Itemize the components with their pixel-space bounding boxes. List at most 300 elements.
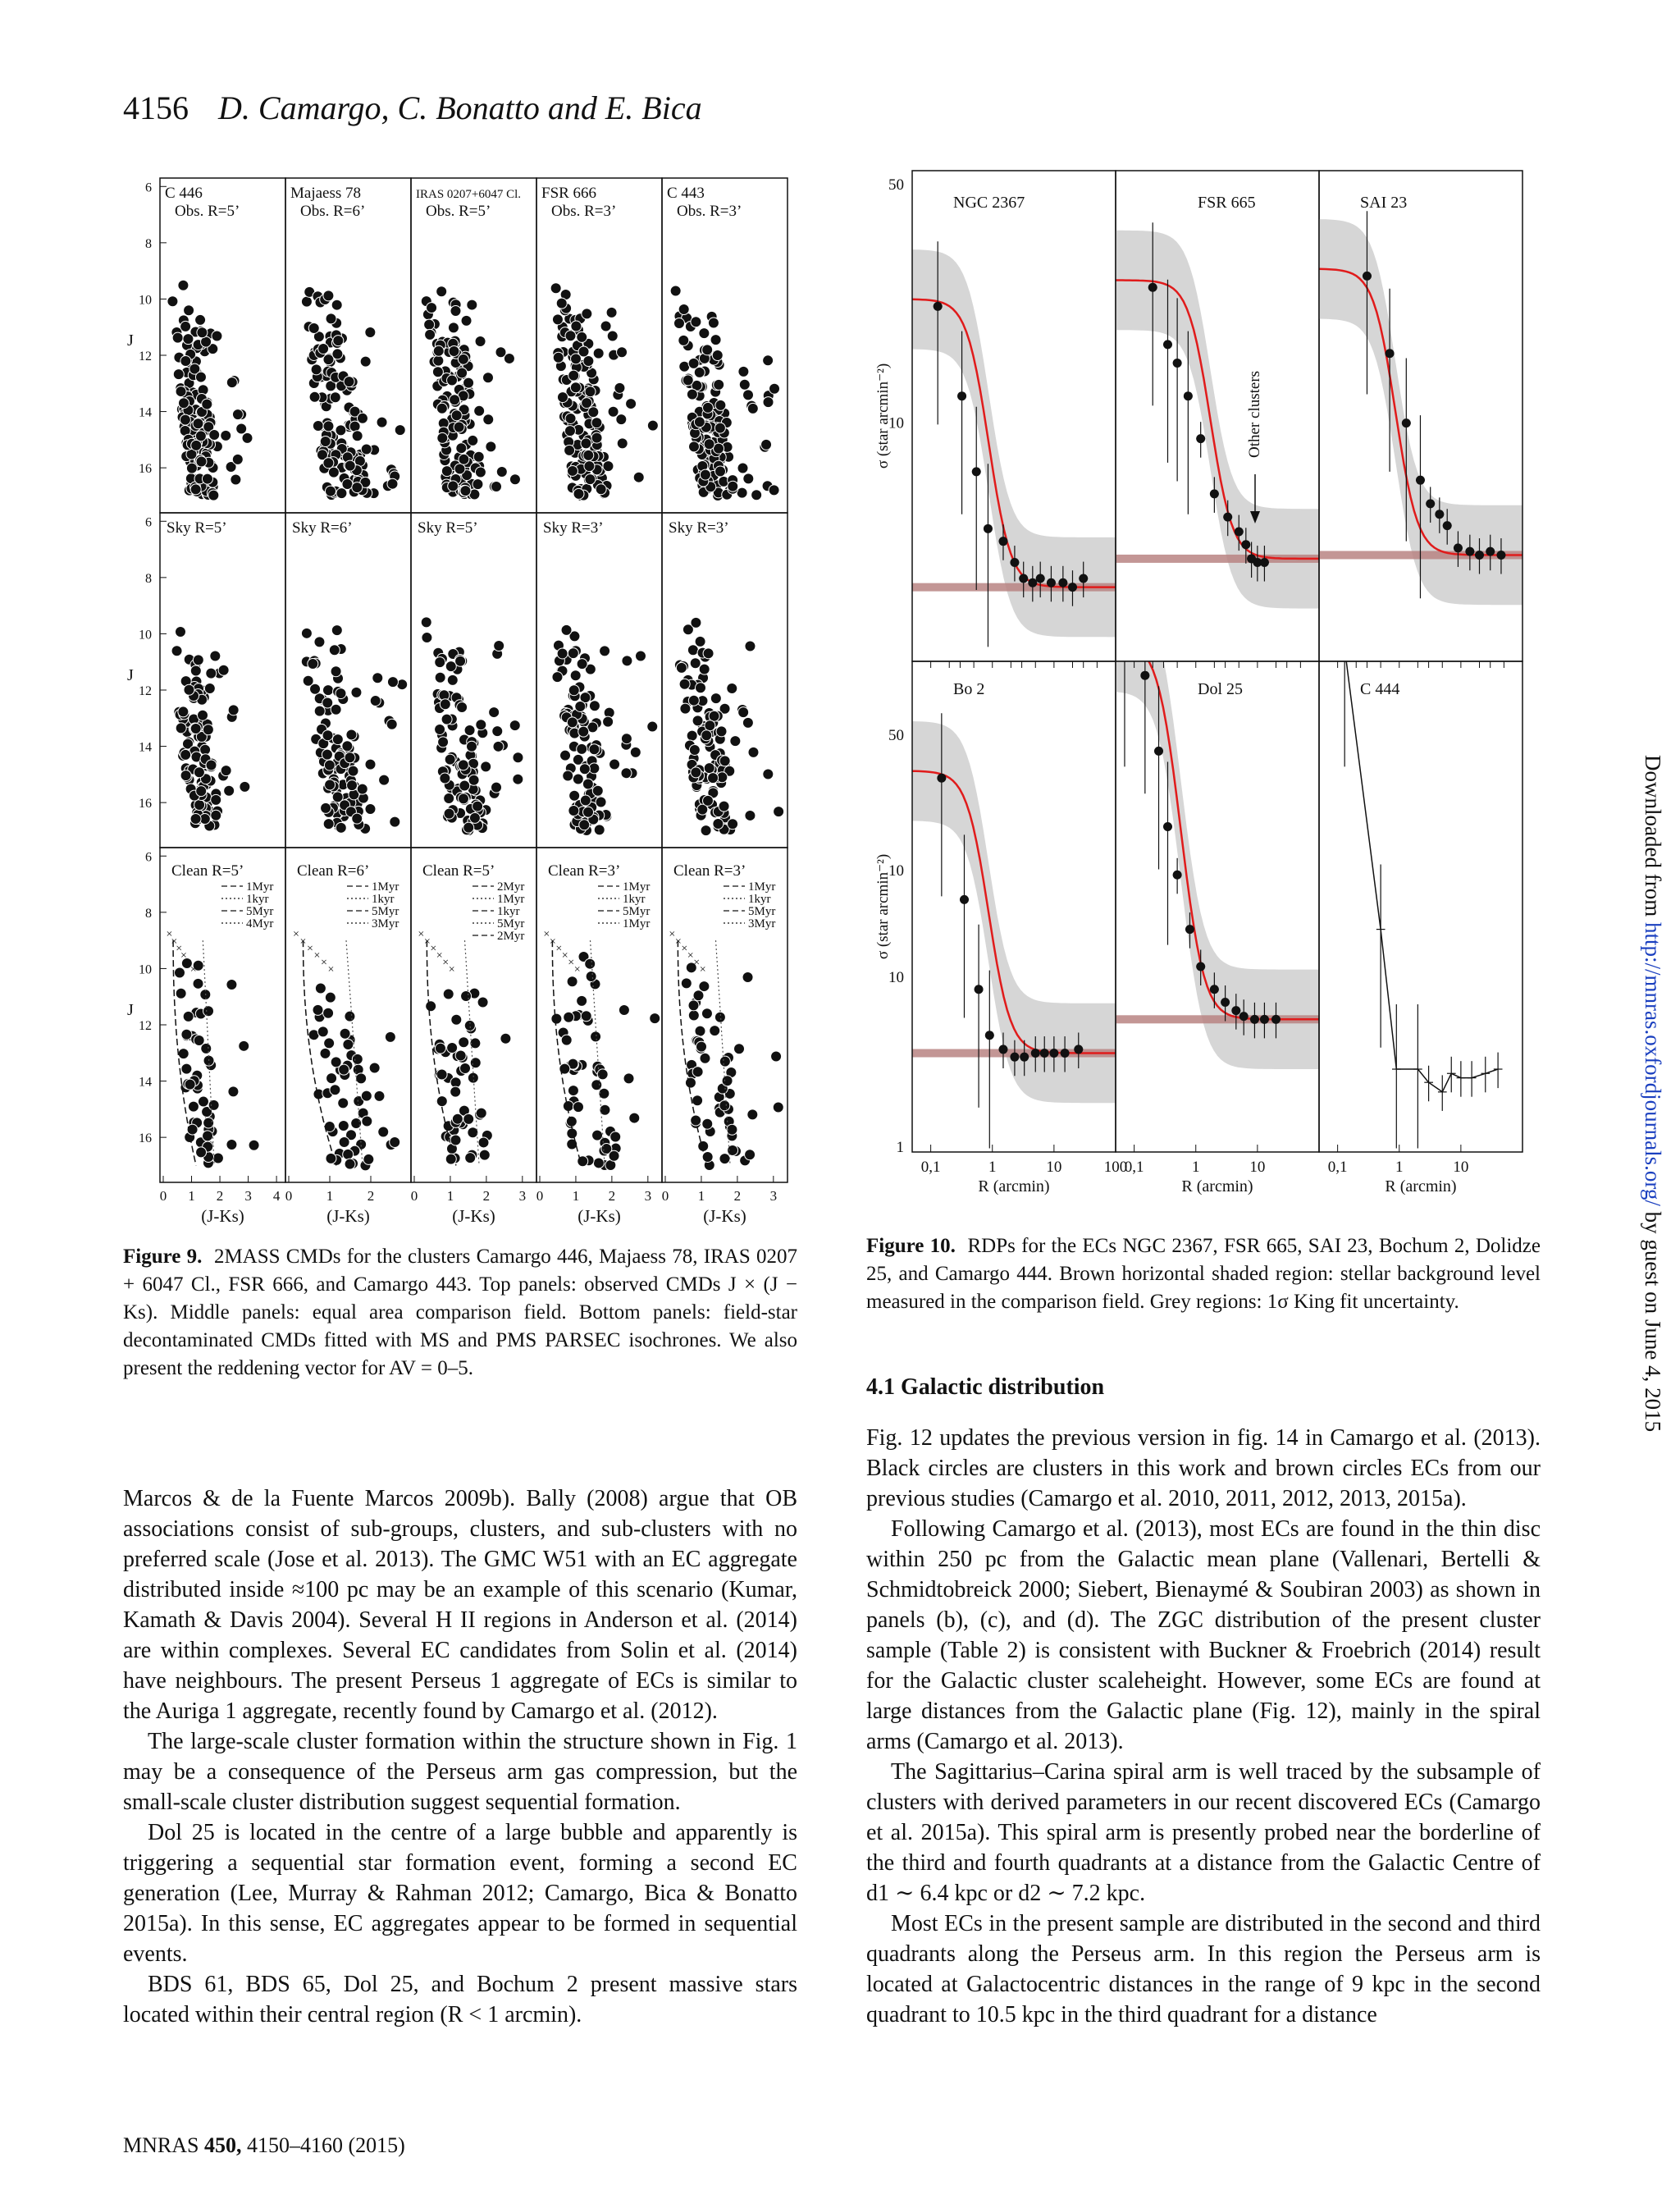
cmd-star-point xyxy=(361,444,372,455)
legend-label: 3Myr xyxy=(748,917,776,930)
cmd-star-point xyxy=(737,463,748,473)
right-column xyxy=(866,1423,1541,2030)
cmd-star-point xyxy=(701,825,711,836)
cmd-star-point xyxy=(481,761,491,772)
panel-radius-label: Obs. R=3’ xyxy=(677,203,742,220)
cmd-star-point xyxy=(336,488,347,499)
cmd-star-point xyxy=(483,414,494,425)
cmd-star-point xyxy=(228,705,239,715)
y-tick-label: 14 xyxy=(139,405,152,420)
reddening-vector-mark: × xyxy=(166,928,173,941)
cmd-star-point xyxy=(308,658,318,669)
x-tick-label: 1 xyxy=(697,1188,705,1204)
cmd-star-point xyxy=(203,1131,213,1141)
cmd-star-point xyxy=(730,736,741,747)
rdp-data-point xyxy=(1465,547,1474,556)
cmd-star-point xyxy=(346,729,357,740)
cmd-star-point xyxy=(738,707,749,718)
rdp-data-point xyxy=(1079,574,1088,583)
cmd-star-point xyxy=(451,410,462,421)
y-axis-label: σ (star arcmin⁻²) xyxy=(874,853,892,960)
rdp-panel xyxy=(1319,583,1522,1195)
cmd-panel xyxy=(662,513,788,848)
x-tick-label: 1 xyxy=(188,1188,195,1204)
cmd-star-point xyxy=(224,785,235,796)
cmd-star-point xyxy=(463,822,474,833)
cmd-star-point xyxy=(421,617,431,628)
cmd-star-point xyxy=(704,763,714,774)
cmd-star-point xyxy=(369,1063,380,1073)
rdp-data-point xyxy=(1010,558,1019,567)
cmd-star-point xyxy=(457,702,468,713)
cmd-panel xyxy=(127,848,285,1226)
section-title: 4.1 Galactic distribution xyxy=(866,1374,1105,1400)
cmd-star-point xyxy=(670,286,681,296)
cmd-star-point xyxy=(167,296,178,307)
cmd-star-point xyxy=(745,1150,756,1160)
cmd-star-point xyxy=(448,481,459,491)
cmd-star-point xyxy=(748,747,759,757)
cmd-star-point xyxy=(600,646,610,656)
cmd-star-point xyxy=(570,382,581,393)
cmd-star-point xyxy=(232,409,243,420)
cmd-star-point xyxy=(577,331,587,342)
cmd-star-point xyxy=(567,717,578,728)
cmd-star-point xyxy=(311,364,322,375)
reddening-vector-mark: × xyxy=(293,928,299,941)
reddening-vector-mark: × xyxy=(442,957,450,969)
cmd-star-point xyxy=(714,1012,725,1022)
cmd-star-point xyxy=(356,1073,367,1084)
cmd-star-point xyxy=(719,1056,730,1067)
cmd-star-point xyxy=(577,995,587,1006)
cmd-star-point xyxy=(202,399,212,409)
cmd-star-point xyxy=(710,335,721,345)
cmd-star-point xyxy=(715,466,726,477)
reddening-vector-mark: × xyxy=(674,935,682,949)
cmd-star-point xyxy=(212,331,222,341)
panel-cluster-label: C 446 xyxy=(165,185,203,202)
rdp-data-point xyxy=(985,1031,994,1040)
cmd-star-point xyxy=(763,355,774,366)
figure-10-rdp-grid xyxy=(866,164,1539,1214)
cmd-star-point xyxy=(513,774,523,784)
cmd-star-point xyxy=(436,1096,447,1107)
cmd-star-point xyxy=(445,754,455,765)
cmd-star-point xyxy=(387,677,398,688)
cmd-panel xyxy=(536,848,662,1226)
cmd-star-point xyxy=(323,421,334,432)
cmd-star-point xyxy=(198,710,208,720)
panel-sky-label: Sky R=3’ xyxy=(543,519,604,537)
x-axis-label: R (arcmin) xyxy=(1385,1177,1457,1195)
cmd-star-point xyxy=(596,484,606,495)
cmd-star-point xyxy=(193,655,203,665)
rdp-data-point xyxy=(1363,272,1372,281)
cmd-star-point xyxy=(551,1013,562,1024)
cmd-star-point xyxy=(695,636,705,647)
cmd-star-point xyxy=(314,637,325,647)
cmd-star-point xyxy=(616,414,627,425)
cmd-star-point xyxy=(568,806,579,816)
cmd-star-point xyxy=(194,799,205,810)
panel-frame xyxy=(160,178,285,513)
reddening-vector-mark: × xyxy=(299,935,307,949)
cmd-star-point xyxy=(454,422,464,432)
panel-clean-label: Clean R=3’ xyxy=(673,862,746,880)
cmd-star-point xyxy=(650,1013,660,1024)
cmd-star-point xyxy=(712,350,723,361)
panel-frame xyxy=(1319,661,1522,1152)
cmd-star-point xyxy=(390,1136,400,1147)
cmd-star-point xyxy=(689,744,700,755)
y-tick-label: 10 xyxy=(888,969,904,986)
reddening-vector-mark: × xyxy=(423,935,431,949)
x-tick-label: 2 xyxy=(608,1188,616,1204)
cmd-star-point xyxy=(188,1101,199,1112)
rdp-data-point xyxy=(957,391,966,400)
cmd-star-point xyxy=(700,1053,710,1063)
cmd-star-point xyxy=(713,819,724,830)
reddening-vector-mark: × xyxy=(180,949,187,962)
cmd-star-point xyxy=(228,1086,239,1097)
cmd-star-point xyxy=(609,759,620,770)
cmd-star-point xyxy=(351,687,362,697)
cmd-star-point xyxy=(468,1072,478,1083)
cmd-star-point xyxy=(473,451,484,462)
cmd-star-point xyxy=(178,398,189,409)
x-tick-label: 3 xyxy=(769,1188,778,1204)
rdp-data-point xyxy=(1031,1049,1040,1058)
cmd-star-point xyxy=(345,752,355,763)
reddening-vector-mark: × xyxy=(573,963,581,976)
cmd-star-point xyxy=(593,1158,604,1168)
cmd-star-point xyxy=(552,672,563,683)
y-tick-label: 16 xyxy=(139,462,152,477)
cmd-star-point xyxy=(578,726,589,737)
rdp-data-point xyxy=(1250,1015,1259,1024)
cmd-star-point xyxy=(441,466,452,477)
cmd-star-point xyxy=(333,336,344,346)
cmd-star-point xyxy=(573,1102,583,1113)
cmd-star-point xyxy=(691,767,701,778)
cmd-star-point xyxy=(610,1131,621,1142)
cmd-star-point xyxy=(703,648,714,659)
cmd-star-point xyxy=(313,420,323,431)
cmd-star-point xyxy=(491,481,502,491)
cmd-star-point xyxy=(320,436,331,446)
cmd-star-point xyxy=(443,989,454,999)
y-tick-label: 14 xyxy=(139,1075,152,1090)
cmd-star-point xyxy=(687,389,697,400)
cmd-star-point xyxy=(436,286,447,297)
cmd-star-point xyxy=(719,1154,730,1164)
panel-radius-label: Obs. R=6’ xyxy=(300,203,366,220)
cmd-star-point xyxy=(351,1118,362,1129)
cmd-star-point xyxy=(459,454,469,464)
x-tick-label: 0,1 xyxy=(1124,1159,1144,1176)
x-tick-label: 0 xyxy=(159,1188,167,1204)
panel-plot-area xyxy=(912,241,1116,647)
panel-sky-label: Sky R=5’ xyxy=(418,519,478,537)
cmd-star-point xyxy=(474,405,485,416)
cmd-star-point xyxy=(249,1140,259,1150)
cmd-star-point xyxy=(477,997,488,1008)
cmd-star-point xyxy=(433,345,444,356)
legend-label: 1Myr xyxy=(372,880,399,894)
cmd-star-point xyxy=(461,991,472,1002)
cmd-star-point xyxy=(338,1120,349,1131)
legend-label: 5Myr xyxy=(748,905,776,918)
download-notice xyxy=(1640,755,1665,1432)
cmd-star-point xyxy=(314,706,325,716)
cmd-star-point xyxy=(455,1050,466,1061)
cmd-star-point xyxy=(347,780,358,791)
x-axis-label: (J-Ks) xyxy=(452,1206,495,1226)
x-axis-label: (J-Ks) xyxy=(703,1206,746,1226)
cmd-star-point xyxy=(774,807,784,817)
cmd-star-point xyxy=(196,786,207,797)
cmd-star-point xyxy=(362,1116,372,1127)
y-axis-label: σ (star arcmin⁻²) xyxy=(874,363,892,469)
cmd-star-point xyxy=(475,467,486,478)
cmd-star-point xyxy=(322,697,333,708)
cmd-star-point xyxy=(239,1040,249,1051)
rdp-data-point xyxy=(1239,1012,1249,1021)
footer-pages: 4150–4160 (2015) xyxy=(246,2133,405,2157)
cmd-star-point xyxy=(178,280,189,290)
cmd-star-point xyxy=(322,730,333,741)
cmd-star-point xyxy=(427,303,437,313)
cmd-star-point xyxy=(464,1020,475,1031)
y-axis-label: J xyxy=(127,1001,134,1019)
x-tick-label: 2 xyxy=(216,1188,224,1204)
right-paragraph-2: Following Camargo et al. (2013), most ECs are found in the thin disc within 250 pc from the Galactic mean plane (Vallenari, Bertelli & Schmidtobreick 2000; Siebert, Bienaymé & Soubiran 2003) as shown in panels (b), (c), and (d). The ZGC distribution of the present cluster sample (Table 2) is consistent with Buckner & Froebrich (2014) result for the Galactic cluster scaleheight. However, some ECs are found at large distances from the Galactic plane (Fig. 12), mainly in the spiral arms (Camargo et al. 2013). xyxy=(866,1516,1541,1754)
rdp-data-point xyxy=(1040,1049,1049,1058)
cmd-star-point xyxy=(727,683,737,694)
left-paragraph-1: Marcos & de la Fuente Marcos 2009b). Bally (2008) argue that OB associations consist of sub-groups, clusters, and sub-clusters with no preferred scale (Jose et al. 2013). The GMC W51 with an EC aggregate distributed inside ≈100 pc may be an example of this scenario (Kumar, Kamath & Davis 2004). Several H II regions in Anderson et al. (2014) are within complexes. Several EC candidates from Solin et al. (2014) have neighbours. The present Perseus 1 aggregate of ECs is similar to the Auriga 1 aggregate, recently found by Camargo et al. (2012). xyxy=(123,1486,797,1724)
cmd-star-point xyxy=(459,1037,469,1048)
cmd-star-point xyxy=(751,490,762,501)
cmd-star-point xyxy=(208,490,219,501)
cmd-star-point xyxy=(313,1004,323,1015)
rdp-data-point xyxy=(1416,476,1425,485)
x-axis-label: R (arcmin) xyxy=(978,1177,1050,1195)
cmd-star-point xyxy=(557,648,568,659)
rdp-data-point xyxy=(1210,985,1219,994)
cmd-star-point xyxy=(378,1127,389,1137)
cmd-star-point xyxy=(695,683,705,693)
cmd-star-point xyxy=(444,808,454,819)
cmd-star-point xyxy=(742,717,753,728)
panel-radius-label: Obs. R=3’ xyxy=(551,203,617,220)
x-tick-label: 0,1 xyxy=(920,1159,941,1176)
rdp-data-point xyxy=(1049,1049,1058,1058)
cmd-star-point xyxy=(336,688,346,699)
cmd-star-point xyxy=(196,456,207,467)
cmd-star-point xyxy=(563,770,573,781)
cmd-star-point xyxy=(573,774,583,784)
cmd-star-point xyxy=(710,1026,720,1036)
download-suffix: by guest on June 4, 2015 xyxy=(1641,1205,1665,1433)
cmd-star-point xyxy=(592,785,603,796)
cmd-star-point xyxy=(361,1090,372,1101)
cmd-star-point xyxy=(221,430,231,441)
cmd-star-point xyxy=(444,793,454,803)
rdp-data-point xyxy=(998,1045,1007,1054)
rdp-data-point xyxy=(1185,925,1194,934)
cmd-star-point xyxy=(702,402,713,413)
rdp-data-point xyxy=(1426,499,1435,508)
cmd-star-point xyxy=(592,1130,603,1141)
cmd-star-point xyxy=(582,398,592,409)
cmd-star-point xyxy=(332,349,343,359)
panel-sky-label: Sky R=5’ xyxy=(167,519,227,537)
cmd-star-point xyxy=(692,1067,703,1077)
rdp-data-point xyxy=(1241,540,1250,549)
y-tick-label: 6 xyxy=(145,850,152,865)
cmd-star-point xyxy=(719,1100,730,1111)
cmd-star-point xyxy=(435,672,445,683)
cmd-panel xyxy=(662,848,788,1226)
cmd-star-point xyxy=(342,741,353,752)
cmd-panel xyxy=(285,178,411,513)
cmd-star-point xyxy=(365,327,376,338)
panel-radius-label: Obs. R=5’ xyxy=(426,203,491,220)
cmd-star-point xyxy=(372,673,383,683)
y-tick-label: 16 xyxy=(139,1131,152,1146)
cmd-star-point xyxy=(447,375,458,386)
cmd-star-point xyxy=(575,701,586,711)
cmd-star-point xyxy=(325,992,336,1003)
rdp-data-point xyxy=(1260,1015,1269,1024)
rdp-data-point xyxy=(1443,521,1452,530)
cmd-star-point xyxy=(240,781,250,792)
cmd-star-point xyxy=(633,472,644,482)
cmd-star-point xyxy=(699,664,710,674)
cmd-star-point xyxy=(607,331,618,341)
panel-sky-label: Sky R=3’ xyxy=(669,519,729,537)
cmd-star-point xyxy=(463,1113,474,1124)
panel-clean-label: Clean R=5’ xyxy=(171,862,244,880)
cmd-star-point xyxy=(591,1080,602,1090)
cmd-star-point xyxy=(705,720,715,731)
cmd-star-point xyxy=(702,345,713,355)
cmd-star-point xyxy=(176,988,186,999)
figure-9-label: Figure 9. xyxy=(123,1246,203,1268)
cmd-star-point xyxy=(582,309,592,319)
cmd-star-point xyxy=(763,397,774,408)
footer-volume: 450, xyxy=(203,2133,242,2157)
cmd-star-point xyxy=(339,1064,349,1075)
cmd-star-point xyxy=(566,1116,577,1127)
cmd-panel xyxy=(127,178,285,513)
cmd-star-point xyxy=(696,1041,706,1052)
cmd-star-point xyxy=(583,356,594,367)
cmd-star-point xyxy=(326,1073,337,1084)
cmd-star-point xyxy=(647,420,658,431)
cmd-star-point xyxy=(680,703,691,714)
cmd-star-point xyxy=(470,1058,481,1068)
panel-frame xyxy=(160,513,285,848)
cmd-star-point xyxy=(185,1079,195,1090)
cmd-star-point xyxy=(682,375,693,386)
cmd-star-point xyxy=(180,414,190,425)
cmd-star-point xyxy=(242,432,253,443)
cmd-star-point xyxy=(567,976,578,987)
figure-10-label: Figure 10. xyxy=(866,1235,956,1257)
left-column xyxy=(123,1483,797,2030)
cmd-star-point xyxy=(195,314,206,325)
cmd-star-point xyxy=(687,730,697,741)
cmd-star-point xyxy=(340,1028,350,1039)
cmd-star-point xyxy=(463,377,474,388)
cmd-star-point xyxy=(619,1005,629,1016)
rdp-data-point xyxy=(1047,578,1056,587)
cmd-star-point xyxy=(585,386,596,397)
legend-label: 1kyr xyxy=(623,893,646,906)
cmd-star-point xyxy=(301,296,312,307)
footer-journal: MNRAS xyxy=(123,2133,199,2157)
cmd-star-point xyxy=(322,685,333,696)
cmd-star-point xyxy=(577,743,587,754)
rdp-data-point xyxy=(975,985,984,994)
cmd-star-point xyxy=(175,627,185,638)
right-paragraph-4: Most ECs in the present sample are distributed in the second and third quadrants along the Perseus arm. In this region the Perseus arm is located at Galactocentric distances in the range of 9 kpc in the second quadrant to 10.5 kpc in the third quadrant for a distance xyxy=(866,1911,1541,2027)
page-number: 4156 xyxy=(123,89,189,126)
y-tick-label: 10 xyxy=(139,962,152,977)
cmd-star-point xyxy=(561,1035,572,1045)
rdp-data-point xyxy=(1235,528,1244,537)
y-tick-label: 6 xyxy=(145,181,152,195)
left-paragraph-3: Dol 25 is located in the centre of a large bubble and apparently is triggering a sequential star formation event, forming a second EC generation (Lee, Murray & Rahman 2012; Camargo, Bica & Bonatto 2015a). In this sense, EC aggregates appear to be formed in sequential events. xyxy=(123,1820,797,1967)
cmd-star-point xyxy=(449,345,459,356)
cmd-star-point xyxy=(494,641,504,651)
rdp-data-point xyxy=(1154,747,1163,756)
panel-sky-label: Sky R=6’ xyxy=(292,519,353,537)
cmd-star-point xyxy=(454,464,465,474)
rdp-data-point xyxy=(1019,574,1028,583)
cmd-panel xyxy=(285,848,411,1226)
legend-label: 2Myr xyxy=(497,930,525,943)
cmd-star-point xyxy=(586,971,596,982)
panel-plot-area xyxy=(1116,583,1319,1069)
reddening-vector-mark: × xyxy=(189,963,197,976)
download-link[interactable]: http://mnras.oxfordjournals.org/ xyxy=(1641,921,1665,1206)
reddening-vector-mark: × xyxy=(561,949,568,962)
cmd-panel xyxy=(411,513,536,848)
reddening-vector-mark: × xyxy=(543,928,550,941)
cmd-star-point xyxy=(594,825,605,835)
reddening-vector-mark: × xyxy=(448,963,455,976)
cmd-star-point xyxy=(433,355,444,366)
cmd-star-point xyxy=(190,484,201,495)
cmd-star-point xyxy=(226,377,237,388)
rdp-data-point xyxy=(1210,489,1219,498)
cmd-star-point xyxy=(193,418,203,429)
legend-label: 1kyr xyxy=(246,893,269,906)
cmd-star-point xyxy=(710,693,721,704)
cmd-star-point xyxy=(476,1108,486,1118)
cmd-star-point xyxy=(202,473,212,484)
cmd-star-point xyxy=(458,354,468,364)
header-authors: D. Camargo, C. Bonatto and E. Bica xyxy=(218,89,702,126)
rdp-data-point xyxy=(984,524,993,533)
legend-label: 5Myr xyxy=(497,917,525,930)
cmd-star-point xyxy=(180,356,191,367)
cmd-star-point xyxy=(360,356,371,367)
cmd-star-point xyxy=(330,392,340,403)
